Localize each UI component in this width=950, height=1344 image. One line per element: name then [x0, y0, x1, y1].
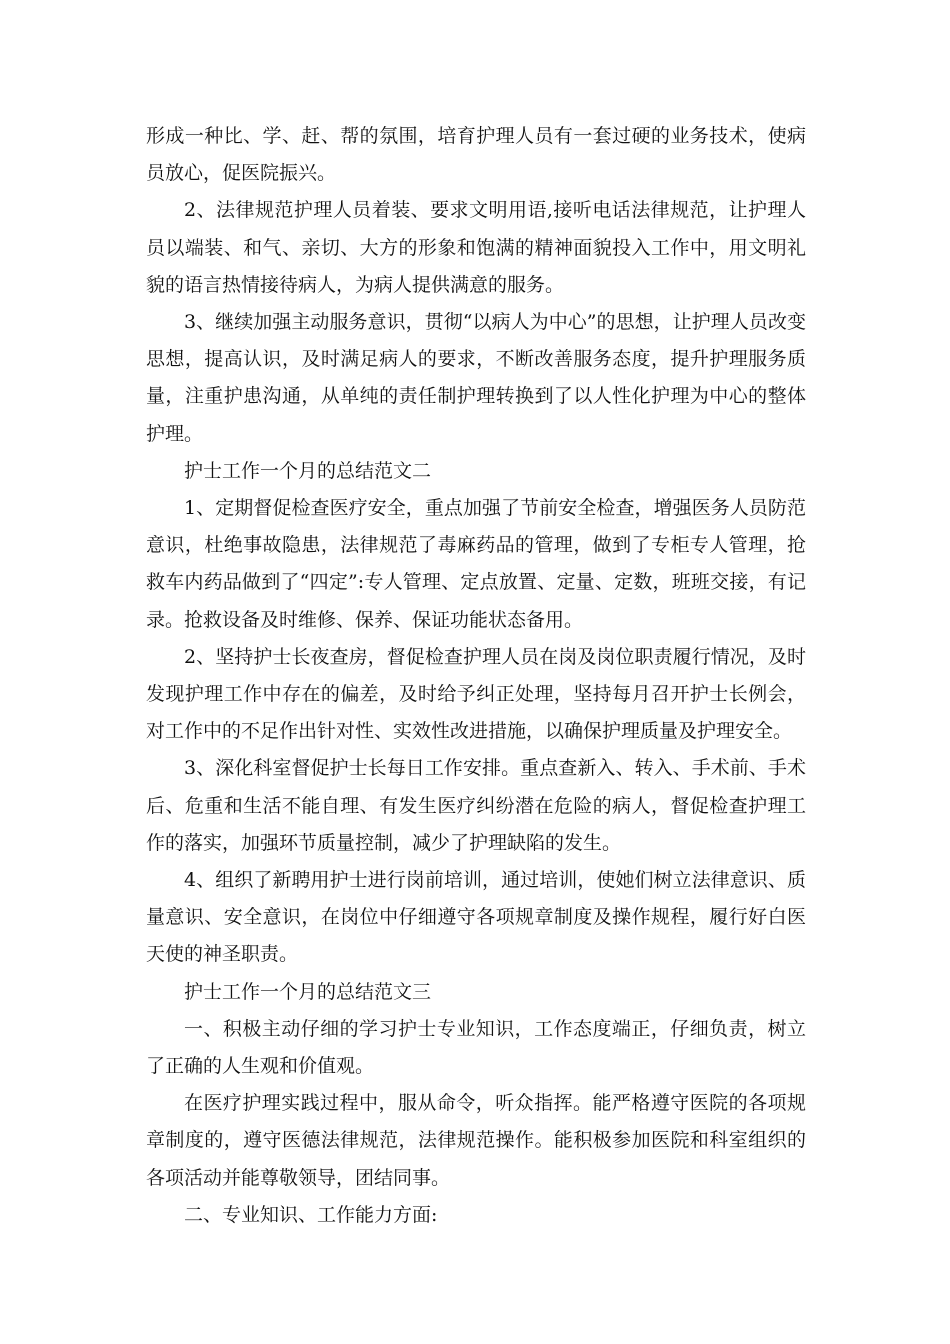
- paragraph-item-3-service-awareness: 3、继续加强主动服务意识，贯彻“以病人为中心”的思想，让护理人员改变思想，提高认识，及时满足病人的要求，不断改善服务态度，提升护理服务质量，注重护患沟通，从单纯的责任制护理转换到了以人性化护理为中心的整体护理。: [146, 311, 806, 445]
- section-heading-two: 护士工作一个月的总结范文二: [184, 459, 432, 482]
- section-heading-three: 护士工作一个月的总结范文三: [184, 980, 432, 1003]
- paragraph-item-3-daily-schedule: 3、深化科室督促护士长每日工作安排。重点查新入、转入、手术前、手术后、危重和生活不能自理、有发生医疗纠纷潜在危险的病人，督促检查护理工作的落实，加强环节质量控制，减少了护理缺陷的发生。: [146, 757, 806, 854]
- paragraph-item-4-training: 4、组织了新聘用护士进行岗前培训，通过培训，使她们树立法律意识、质量意识、安全意识，在岗位中仔细遵守各项规章制度及操作规程，履行好白医天使的神圣职责。: [146, 869, 806, 966]
- paragraph-section-two: 二、专业知识、工作能力方面:: [184, 1203, 438, 1226]
- paragraph-section-one: 一、积极主动仔细的学习护士专业知识，工作态度端正，仔细负责，树立了正确的人生观和价值观。: [146, 1017, 806, 1078]
- document-page: [146, 118, 806, 1234]
- paragraph-item-2-dress-code: 2、法律规范护理人员着装、要求文明用语,接听电话法律规范，让护理人员以端装、和气、亲切、大方的形象和饱满的精神面貌投入工作中，用文明礼貌的语言热情接待病人，为病人提供满意的服务。: [146, 199, 806, 296]
- paragraph-item-1-medical-safety: 1、定期督促检查医疗安全，重点加强了节前安全检查，增强医务人员防范意识，杜绝事故隐患，法律规范了毒麻药品的管理，做到了专柜专人管理，抢救车内药品做到了“四定”:专人管理、定点放置、定量、定数，班班交接，有记录。抢救设备及时维修、保养、保证功能状态备用。: [146, 497, 806, 631]
- paragraph-continuation: 形成一种比、学、赶、帮的氛围，培育护理人员有一套过硬的业务技术，使病员放心，促医院振兴。: [146, 125, 806, 185]
- paragraph-practice: 在医疗护理实践过程中，服从命令，听众指挥。能严格遵守医院的各项规章制度的，遵守医德法律规范，法律规范操作。能积极参加医院和科室组织的各项活动并能尊敬领导，团结同事。: [146, 1092, 806, 1189]
- paragraph-item-2-night-rounds: 2、坚持护士长夜查房，督促检查护理人员在岗及岗位职责履行情况，及时发现护理工作中存在的偏差，及时给予纠正处理，坚持每月召开护士长例会，对工作中的不足作出针对性、实效性改进措施，以确保护理质量及护理安全。: [146, 645, 806, 743]
